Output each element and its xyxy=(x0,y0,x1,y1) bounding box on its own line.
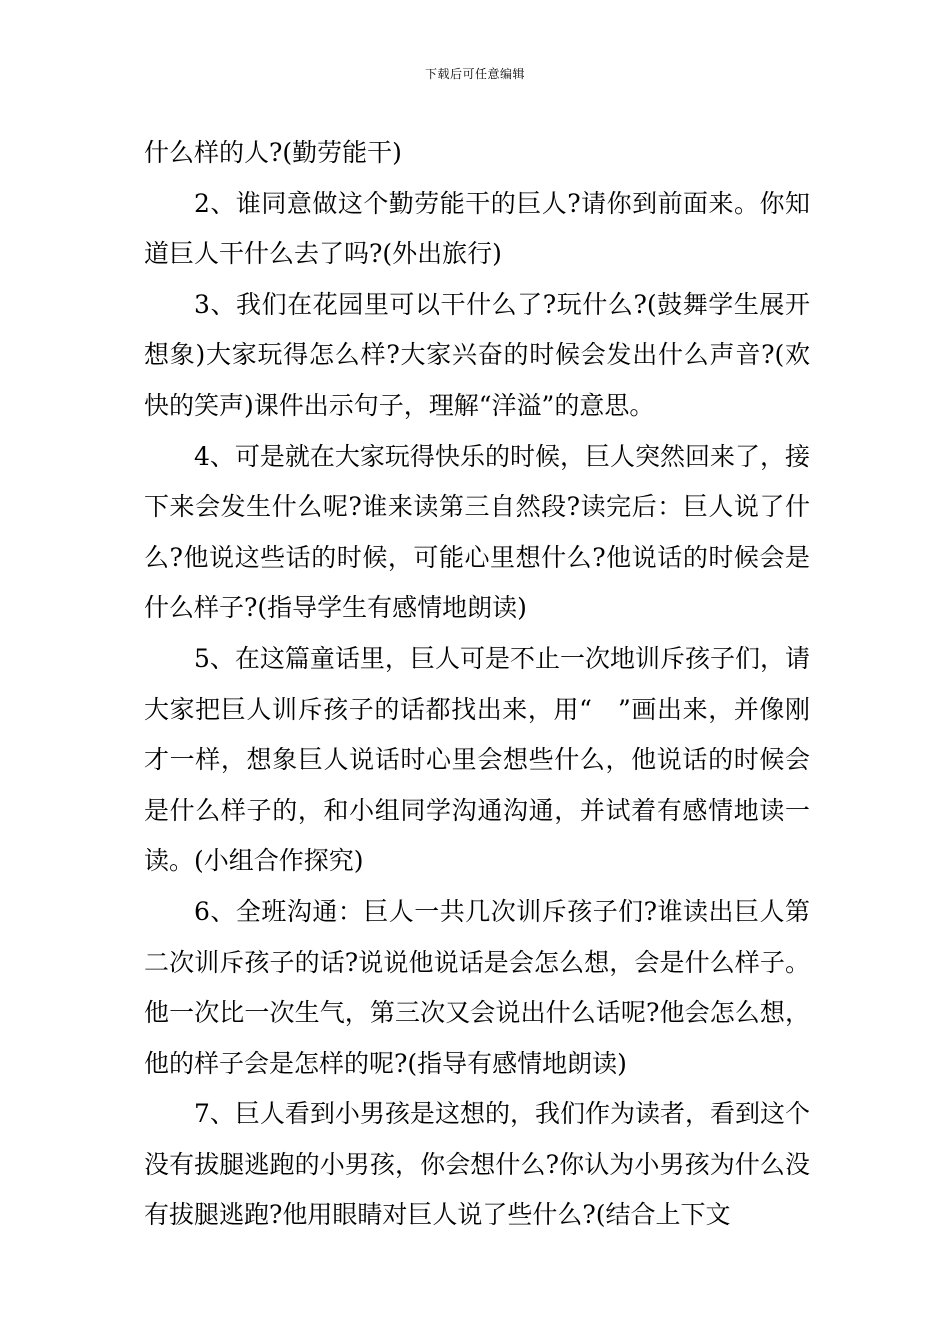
paragraph-4: 4、可是就在大家玩得快乐的时候，巨人突然回来了，接下来会发生什么呢?谁来读第三自然段?读完后：巨人说了什么?他说这些话的时候，可能心里想什么?他说话的时候会是什么样子?(指导学生有感情地朗读) xyxy=(144,441,810,623)
paragraph-3: 3、我们在花园里可以干什么了?玩什么?(鼓舞学生展开想象)大家玩得怎么样?大家兴奋的时候会发出什么声音?(欢快的笑声)课件出示句子，理解“洋溢”的意思。 xyxy=(144,289,810,420)
paragraph-5: 5、在这篇童话里，巨人可是不止一次地训斥孩子们，请大家把巨人训斥孩子的话都找出来，用“ ”画出来，并像刚才一样，想象巨人说话时心里会想些什么，他说话的时候会是什么样子的，和小组同学沟通沟通，并试着有感情地读一读。(小组合作探究) xyxy=(144,643,810,876)
header-note: 下载后可任意编辑 xyxy=(424,67,525,81)
body-text xyxy=(144,128,810,1241)
paragraph-continuation: 什么样的人?(勤劳能干) xyxy=(144,138,402,167)
paragraph-6: 6、全班沟通：巨人一共几次训斥孩子们?谁读出巨人第二次训斥孩子的话?说说他说话是会怎么想，会是什么样子。他一次比一次生气，第三次又会说出什么话呢?他会怎么想，他的样子会是怎样的呢?(指导有感情地朗读) xyxy=(144,896,810,1078)
paragraph-2: 2、谁同意做这个勤劳能干的巨人?请你到前面来。你知道巨人干什么去了吗?(外出旅行) xyxy=(144,188,810,269)
paragraph-7: 7、巨人看到小男孩是这想的，我们作为读者，看到这个没有拔腿逃跑的小男孩，你会想什么?你认为小男孩为什么没有拔腿逃跑?他用眼睛对巨人说了些什么?(结合上下文 xyxy=(144,1099,810,1230)
